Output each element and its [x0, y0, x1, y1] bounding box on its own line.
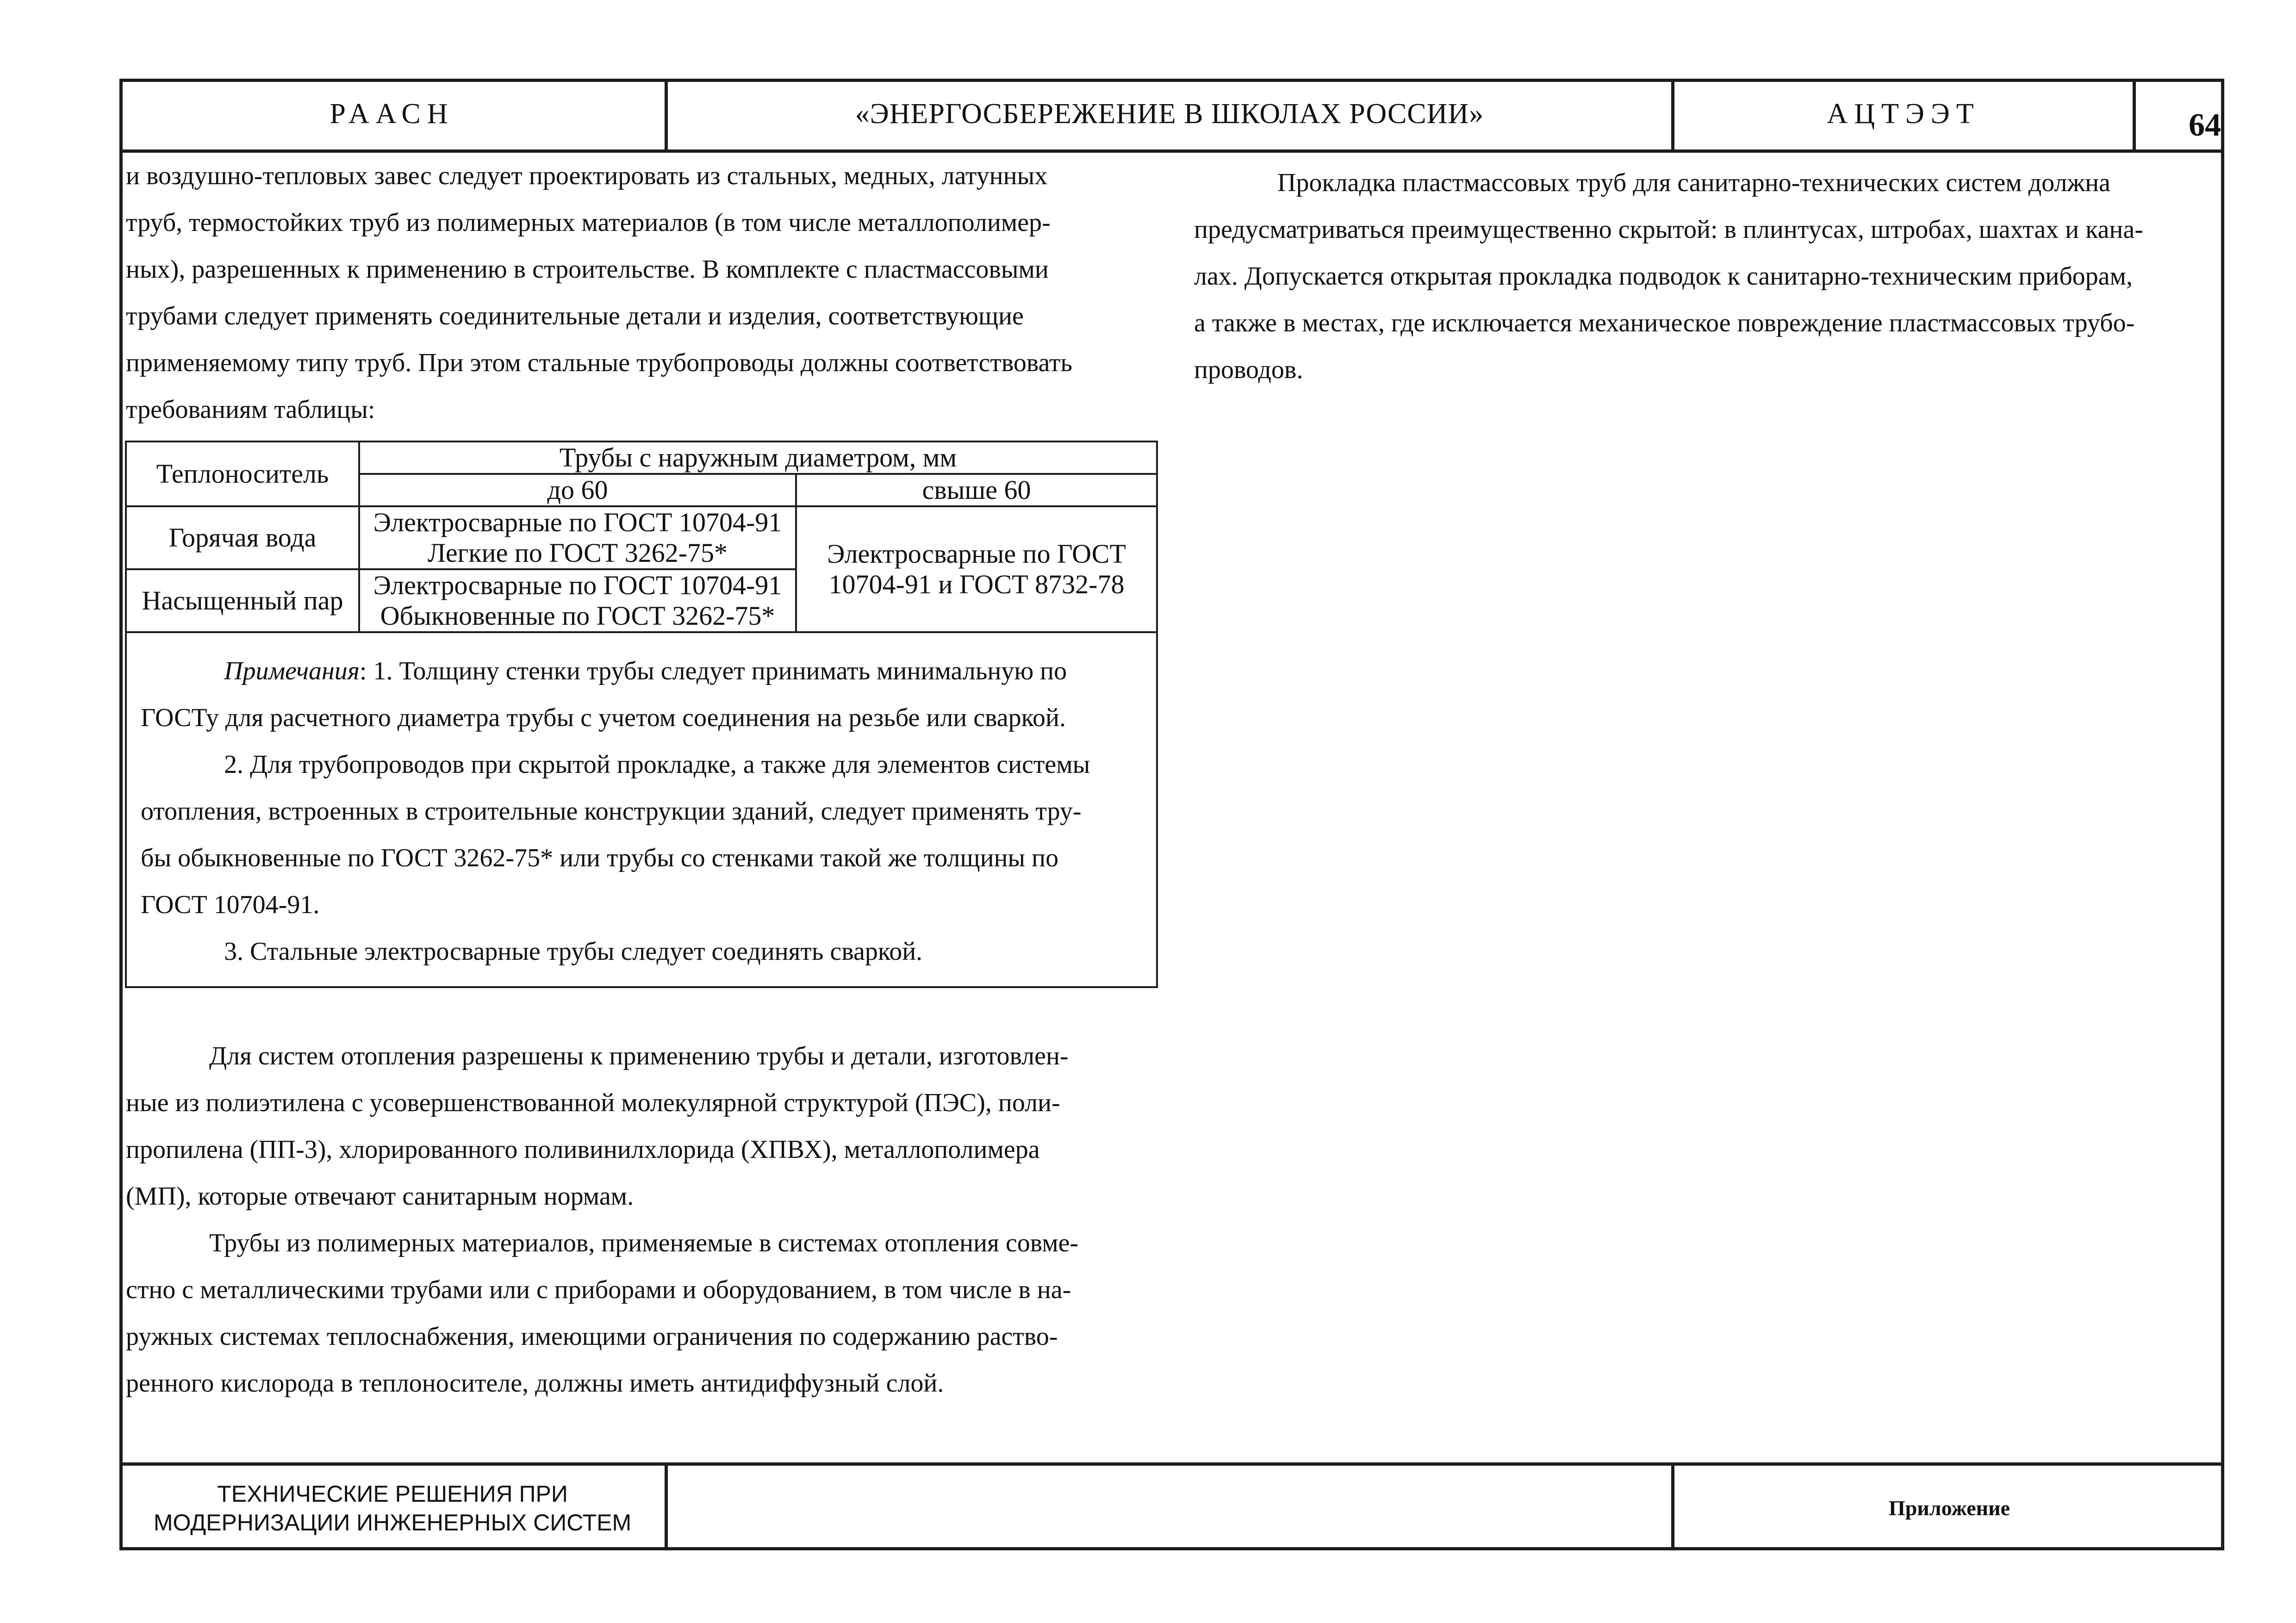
- footer-middle-cell: [668, 1466, 1671, 1550]
- para2-line: стно с металлическими трубами или с приборами и оборудованием, в том числе в на-: [126, 1275, 1071, 1304]
- footer-title-line: МОДЕРНИЗАЦИИ ИНЖЕНЕРНЫХ СИСТЕМ: [153, 1509, 632, 1536]
- para1-line: Для систем отопления разрешены к применению трубы и детали, изготовлен-: [209, 1042, 1069, 1070]
- notes-box: [125, 629, 1158, 988]
- table-cell-line: Электросварные по ГОСТ 10704-91: [373, 570, 782, 600]
- table-cell: [359, 506, 796, 569]
- table-cell-merged: [796, 506, 1157, 632]
- table-cell-line: Электросварные по ГОСТ: [827, 539, 1126, 569]
- intro-line: применяемому типу труб. При этом стальные трубопроводы должны соответствовать: [126, 348, 1072, 377]
- note-2-line: 2. Для трубопроводов при скрытой прокладке, а также для элементов системы: [224, 750, 1090, 779]
- notes-text: [141, 648, 1154, 975]
- note-1-text: : 1. Толщину стенки трубы следует принимать минимальную по: [359, 657, 1067, 685]
- pipe-table: [125, 441, 1158, 633]
- para2-line: Трубы из полимерных материалов, применяемые в системах отопления совме-: [209, 1229, 1079, 1257]
- right-para-line: Прокладка пластмассовых труб для санитарно-технических систем должна: [1277, 168, 2110, 197]
- right-para-line: предусматриваться преимущественно скрытой: в плинтусах, штробах, шахтах и кана-: [1194, 215, 2143, 244]
- table-cell-line: 10704-91 и ГОСТ 8732-78: [828, 569, 1125, 599]
- header-divider-1: [665, 79, 668, 149]
- note-1-line: [141, 648, 1154, 695]
- right-column-text: [1194, 160, 2208, 393]
- right-para-line: лах. Допускается открытая прокладка подводок к санитарно-техническим приборам,: [1194, 262, 2133, 291]
- header-divider-2: [1671, 79, 1674, 149]
- header-row: [119, 79, 2224, 153]
- table-cell-line: Электросварные по ГОСТ 10704-91: [373, 507, 782, 537]
- note-2-line: ГОСТ 10704-91.: [141, 890, 320, 919]
- para2-line: ренного кислорода в теплоносителе, должны иметь антидиффузный слой.: [126, 1369, 944, 1398]
- header-center-cell: [668, 79, 1671, 149]
- table-row-label: Насыщенный пар: [126, 569, 359, 632]
- table-cell-line: Легкие по ГОСТ 3262-75*: [427, 538, 728, 568]
- para2-line: ружных системах теплоснабжения, имеющими ограничения по содержанию раство-: [126, 1322, 1058, 1351]
- footer-title-line: ТЕХНИЧЕСКИЕ РЕШЕНИЯ ПРИ: [217, 1480, 568, 1507]
- footer-divider-2: [1671, 1466, 1674, 1550]
- note-2-line: бы обыкновенные по ГОСТ 3262-75* или трубы со стенками такой же толщины по: [141, 844, 1059, 872]
- table-header-over-60: свыше 60: [796, 474, 1157, 506]
- table-cell: [359, 569, 796, 632]
- intro-line: ных), разрешенных к применению в строительстве. В комплекте с пластмассовыми: [126, 255, 1049, 284]
- table-cell-line: Обыкновенные по ГОСТ 3262-75*: [380, 601, 775, 631]
- page-number: 64: [2189, 107, 2221, 143]
- para1-line: ные из полиэтилена с усовершенствованной молекулярной структурой (ПЭС), поли-: [126, 1088, 1060, 1117]
- footer-row: [119, 1462, 2224, 1550]
- right-para-line: проводов.: [1194, 355, 1303, 384]
- table-header-carrier: Теплоноситель: [126, 442, 359, 506]
- header-code: АЦТЭЭТ: [1827, 98, 1980, 130]
- header-left-cell: [119, 79, 665, 149]
- note-3-line: 3. Стальные электросварные трубы следует соединять сваркой.: [224, 937, 923, 966]
- left-intro: [126, 153, 1154, 433]
- note-2-line: отопления, встроенных в строительные конструкции зданий, следует применять тру-: [141, 797, 1082, 826]
- footer-divider-1: [665, 1466, 668, 1550]
- header-right-cell: [1674, 79, 2133, 149]
- header-divider-3: [2133, 79, 2136, 149]
- notes-label: Примечания: [224, 657, 360, 685]
- left-lower-text: [126, 1033, 1154, 1407]
- table-header-up-to-60: до 60: [359, 474, 796, 506]
- footer-section-label: Приложение: [1888, 1496, 2010, 1520]
- header-title: «ЭНЕРГОСБЕРЕЖЕНИЕ В ШКОЛАХ РОССИИ»: [855, 98, 1484, 130]
- para1-line: пропилена (ПП-3), хлорированного поливинилхлорида (ХПВХ), металлополимера: [126, 1135, 1040, 1164]
- table-header-group: Трубы с наружным диаметром, мм: [359, 442, 1157, 474]
- footer-left-cell: [119, 1466, 666, 1550]
- table-row-label: Горячая вода: [126, 506, 359, 569]
- right-para-line: а также в местах, где исключается механическое повреждение пластмассовых трубо-: [1194, 309, 2135, 337]
- intro-line: требованиям таблицы:: [126, 395, 375, 424]
- intro-line: и воздушно-тепловых завес следует проектировать из стальных, медных, латунных: [126, 162, 1048, 190]
- intro-line: труб, термостойких труб из полимерных материалов (в том числе металлополимер-: [126, 208, 1051, 237]
- note-1-line: ГОСТу для расчетного диаметра трубы с учетом соединения на резьбе или сваркой.: [141, 703, 1066, 732]
- header-page-cell: [2136, 79, 2221, 149]
- para1-line: (МП), которые отвечают санитарным нормам.: [126, 1182, 634, 1211]
- header-org: РААСН: [330, 98, 454, 130]
- intro-line: трубами следует применять соединительные детали и изделия, соответствующие: [126, 302, 1024, 330]
